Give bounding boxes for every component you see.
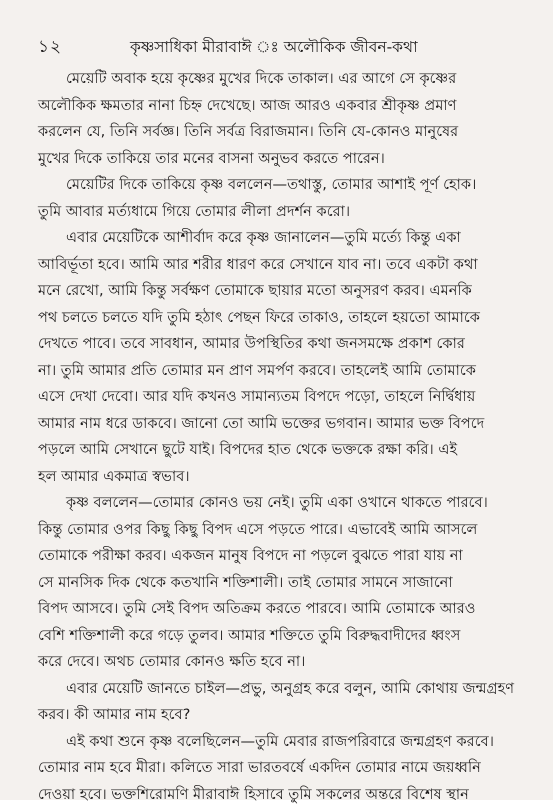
body-text bbox=[38, 66, 515, 808]
page-number: ১২ bbox=[38, 34, 62, 62]
paragraph: এবার মেয়েটিকে আশীর্বাদ করে কৃষ্ণ জানালেন—তুমি মর্ত্যে কিন্তু একা আবির্ভূতা হবে। আমি আর শরীর ধারণ করে সেখানে যাব না। তবে একটা কথা মনে রেখো, আমি কিন্তু সর্বক্ষণ তোমাকে ছায়ার মতো অনুসরণ করব। এমনকি পথ চলতে চলতে যদি তুমি হঠাৎ পেছন ফিরে তাকাও, তাহলে হয়তো আমাকে দেখতে পাবে। তবে সাবধান, আমার উপস্থিতির কথা জনসমক্ষে প্রকাশ কোর না। তুমি আমার প্রতি তোমার মন প্রাণ সমর্পণ করবে। তাহলেই আমি তোমাকে এসে দেখা দেবো। আর যদি কখনও সামান্যতম বিপদে পড়ো, তাহলে নির্দ্বিধায় আমার নাম ধরে ডাকবে। জানো তো আমি ভক্তের ভগবান। আমার ভক্ত বিপদে পড়লে আমি সেখানে ছুটে যাই। বিপদের হাত থেকে ভক্তকে রক্ষা করি। এই হল আমার একমাত্র স্বভাব। bbox=[38, 225, 515, 490]
page-header bbox=[38, 34, 515, 58]
running-title: কৃষ্ণসাধিকা মীরাবাঈ ঃ অলৌকিক জীবন-কথা bbox=[130, 35, 418, 61]
paragraph: মেয়েটি অবাক হয়ে কৃষ্ণের মুখের দিকে তাকাল। এর আগে সে কৃষ্ণের অলৌকিক ক্ষমতার নানা চিহ্ন দেখেছে। আজ আরও একবার শ্রীকৃষ্ণ প্রমাণ করলেন যে, তিনি সর্বজ্ঞ। তিনি সর্বত্র বিরাজমান। তিনি যে-কোনও মানুষের মুখের দিকে তাকিয়ে তার মনের বাসনা অনুভব করতে পারেন। bbox=[38, 66, 515, 172]
paragraph: মেয়েটির দিকে তাকিয়ে কৃষ্ণ বললেন—তথাস্তু, তোমার আশাই পূর্ণ হোক। তুমি আবার মর্ত্যধামে গিয়ে তোমার লীলা প্রদর্শন করো। bbox=[38, 172, 515, 225]
paragraph: এবার মেয়েটি জানতে চাইল—প্রভু, অনুগ্রহ করে বলুন, আমি কোথায় জন্মগ্রহণ করব। কী আমার নাম হবে? bbox=[38, 676, 515, 729]
paragraph: কৃষ্ণ বললেন—তোমার কোনও ভয় নেই। তুমি একা ওখানে থাকতে পারবে। কিন্তু তোমার ওপর কিছু কিছু বিপদ এসে পড়তে পারে। এভাবেই আমি আসলে তোমাকে পরীক্ষা করব। একজন মানুষ বিপদে না পড়লে বুঝতে পারা যায় না সে মানসিক দিক থেকে কতখানি শক্তিশালী। তাই তোমার সামনে সাজানো বিপদ আসবে। তুমি সেই বিপদ অতিক্রম করতে পারবে। আমি তোমাকে আরও বেশি শক্তিশালী করে গড়ে তুলব। আমার শক্তিতে তুমি বিরুদ্ধবাদীদের ধ্বংস করে দেবে। অথচ তোমার কোনও ক্ষতি হবে না। bbox=[38, 490, 515, 676]
paragraph: এই কথা শুনে কৃষ্ণ বলেছিলেন—তুমি মেবার রাজপরিবারে জন্মগ্রহণ করবে। তোমার নাম হবে মীরা। কলিতে সারা ভারতবর্ষে একদিন তোমার নামে জয়ধ্বনি দেওয়া হবে। ভক্তশিরোমণি মীরাবাঈ হিসাবে তুমি সকলের অন্তরে বিশেষ স্থান bbox=[38, 729, 515, 808]
